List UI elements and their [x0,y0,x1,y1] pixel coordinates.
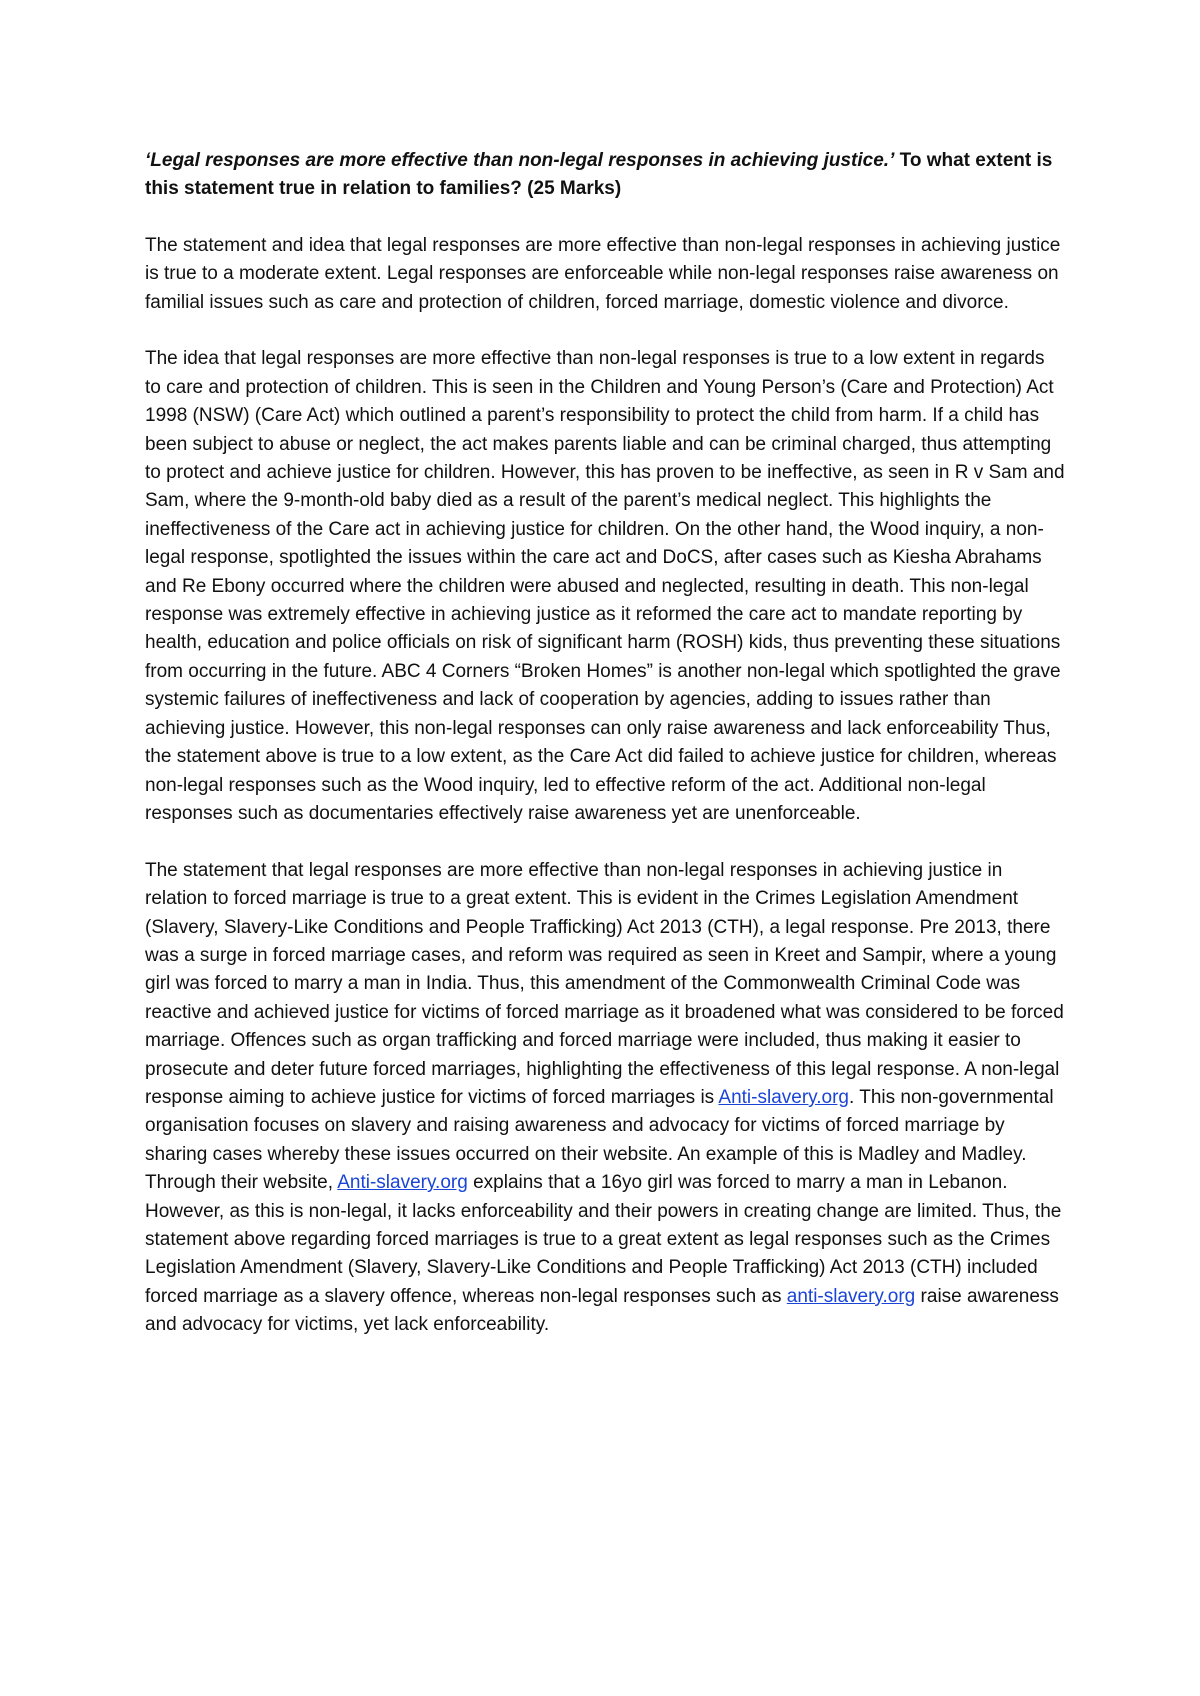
paragraph-text: . This non-governmental organisation focuses on slavery and raising awareness and advocacy for victims of forced marriage by sharing cases whereby these issues occurred on their website. An example of this is Madley and Madley. Through their website, [145,1086,1054,1194]
paragraph-text: raise awareness and advocacy for victims, yet lack enforceability. [145,1285,1059,1336]
paragraph-text: The statement that legal responses are more effective than non-legal responses in achieving justice in relation to forced marriage is true to a great extent. This is evident in the Crimes Legislation Amendment (Slavery, Slavery-Like Conditions and People Trafficking) Act 2013 (CTH), a legal response. Pre 2013, there was a surge in forced marriage cases, and reform was required as seen in Kreet and Sampir, where a young girl was forced to marry a man in India. Thus, this amendment of the Commonwealth Criminal Code was reactive and achieved justice for victims of forced marriage as it broadened what was considered to be forced marriage. Offences such as organ trafficking and forced marriage were included, thus making it easier to prosecute and deter future forced marriages, highlighting the effectiveness of this legal response. A non-legal response aiming to achieve justice for victims of forced marriages is [145,859,1064,1108]
paragraph-text: explains that a 16yo girl was forced to marry a man in Lebanon. However, as this is non-legal, it lacks enforceability and their powers in creating change are limited. Thus, the statement above regarding forced marriages is true to a great extent as legal responses such as the Crimes Legislation Amendment (Slavery, Slavery-Like Conditions and People Trafficking) Act 2013 (CTH) included forced marriage as a slavery offence, whereas non-legal responses such as [145,1172,1062,1307]
paragraph-care-and-protection: The idea that legal responses are more effective than non-legal responses is true to a low extent in regards to care and protection of children. This is seen in the Children and Young Person’s (Care and Protection) Act 1998 (NSW) (Care Act) which outlined a parent’s responsibility to protect the child from harm. If a child has been subject to abuse or neglect, the act makes parents liable and can be criminal charged, thus attempting to protect and achieve justice for children. However, this has proven to be ineffective, as seen in R v Sam and Sam, where the 9-month-old baby died as a result of the parent’s medical neglect. This highlights the ineffectiveness of the Care act in achieving justice for children. On the other hand, the Wood inquiry, a non-legal response, spotlighted the issues within the care act and DoCS, after cases such as Kiesha Abrahams and Re Ebony occurred where the children were abused and neglected, resulting in death. This non-legal response was extremely effective in achieving justice as it reformed the care act to mandate reporting by health, education and police officials on risk of significant harm (ROSH) kids, thus preventing these situations from occurring in the future. ABC 4 Corners “Broken Homes” is another non-legal which spotlighted the grave systemic failures of ineffectiveness and lack of cooperation by agencies, adding to issues rather than achieving justice. However, this non-legal responses can only raise awareness and lack enforceability Thus, the statement above is true to a low extent, as the Care Act did failed to achieve justice for children, whereas non-legal responses such as the Wood inquiry, led to effective reform of the act. Additional non-legal responses such as documentaries effectively raise awareness yet are unenforceable. [145,348,1065,824]
essay-question [145,147,1065,204]
paragraph-forced-marriage [145,857,1065,1340]
document-body [145,147,1065,1368]
anti-slavery-link[interactable]: anti-slavery.org [786,1285,916,1307]
anti-slavery-link[interactable]: Anti-slavery.org [718,1086,849,1108]
essay-quote: ‘Legal responses are more effective than non-legal responses in achieving justice.’ [145,150,895,171]
anti-slavery-link[interactable]: Anti-slavery.org [337,1172,468,1194]
essay-question-text: To what extent is this statement true in relation to families? (25 Marks) [145,150,1053,200]
paragraph-introduction: The statement and idea that legal responses are more effective than non-legal responses in achieving justice is true to a moderate extent. Legal responses are enforceable while non-legal responses raise awareness on familial issues such as care and protection of children, forced marriage, domestic violence and divorce. [145,234,1061,313]
